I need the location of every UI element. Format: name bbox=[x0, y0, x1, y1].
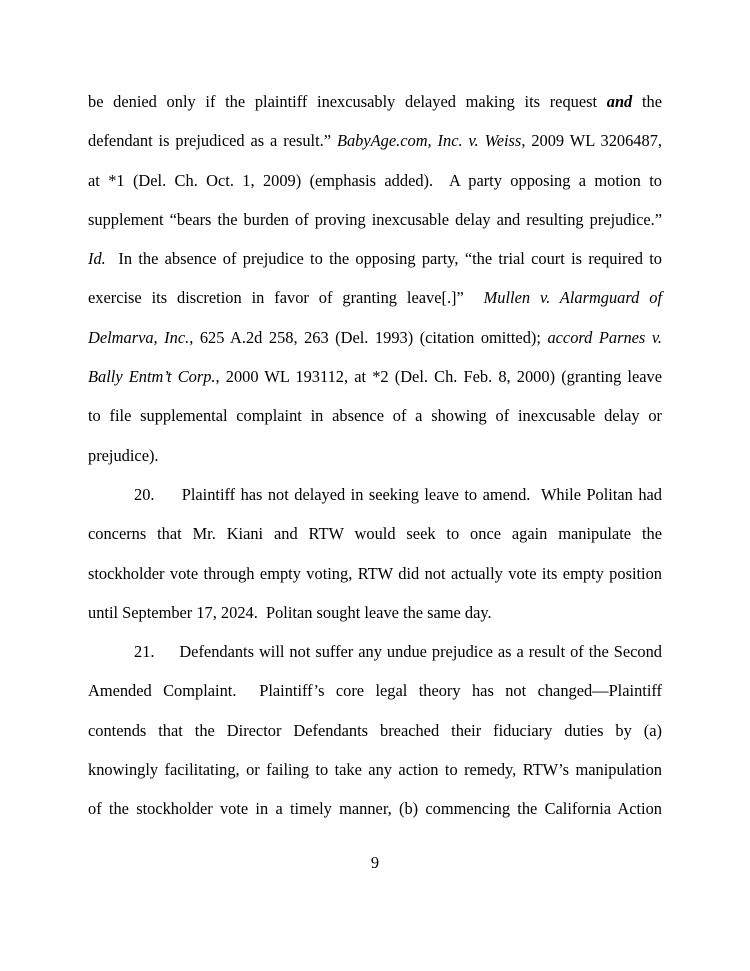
text-line: of the stockholder vote in a timely manner, (b) commencing the California Action bbox=[88, 799, 662, 819]
text-line: supplement “bears the burden of proving inexcusable delay and resulting prejudice.” bbox=[88, 209, 662, 229]
text-line: Amended Complaint. Plaintiff’s core legal theory has not changed—Plaintiff bbox=[88, 681, 662, 701]
text-line: defendant is prejudiced as a result.” BabyAge.com, Inc. v. Weiss, 2009 WL 3206487, bbox=[88, 131, 662, 151]
text-line: prejudice). bbox=[88, 445, 159, 465]
page-number: 9 bbox=[370, 853, 380, 872]
text-line: Delmarva, Inc., 625 A.2d 258, 263 (Del. 1993) (citation omitted); accord Parnes v. bbox=[88, 327, 662, 347]
text-line: Bally Entm’t Corp., 2000 WL 193112, at *2 (Del. Ch. Feb. 8, 2000) (granting leave bbox=[88, 367, 662, 387]
text-line: exercise its discretion in favor of granting leave[.]” Mullen v. Alarmguard of bbox=[88, 288, 663, 308]
text-line: at *1 (Del. Ch. Oct. 1, 2009) (emphasis added). A party opposing a motion to bbox=[88, 170, 662, 190]
text-line: stockholder vote through empty voting, RTW did not actually vote its empty position bbox=[88, 563, 662, 583]
body-text bbox=[88, 82, 662, 829]
text-line: Id. In the absence of prejudice to the opposing party, “the trial court is required to bbox=[88, 249, 662, 269]
text-line: contends that the Director Defendants breached their fiduciary duties by (a) bbox=[88, 720, 662, 740]
text-line: knowingly facilitating, or failing to take any action to remedy, RTW’s manipulation bbox=[88, 760, 662, 780]
text-line: until September 17, 2024. Politan sought leave the same day. bbox=[88, 602, 492, 622]
text-line: be denied only if the plaintiff inexcusably delayed making its request and the bbox=[88, 92, 662, 111]
text-line: 21. Defendants will not suffer any undue prejudice as a result of the Second bbox=[134, 642, 662, 662]
text-line: 20. Plaintiff has not delayed in seeking leave to amend. While Politan had bbox=[134, 484, 662, 504]
text-line: to file supplemental complaint in absence of a showing of inexcusable delay or bbox=[88, 406, 662, 426]
text-line: concerns that Mr. Kiani and RTW would seek to once again manipulate the bbox=[88, 524, 662, 544]
